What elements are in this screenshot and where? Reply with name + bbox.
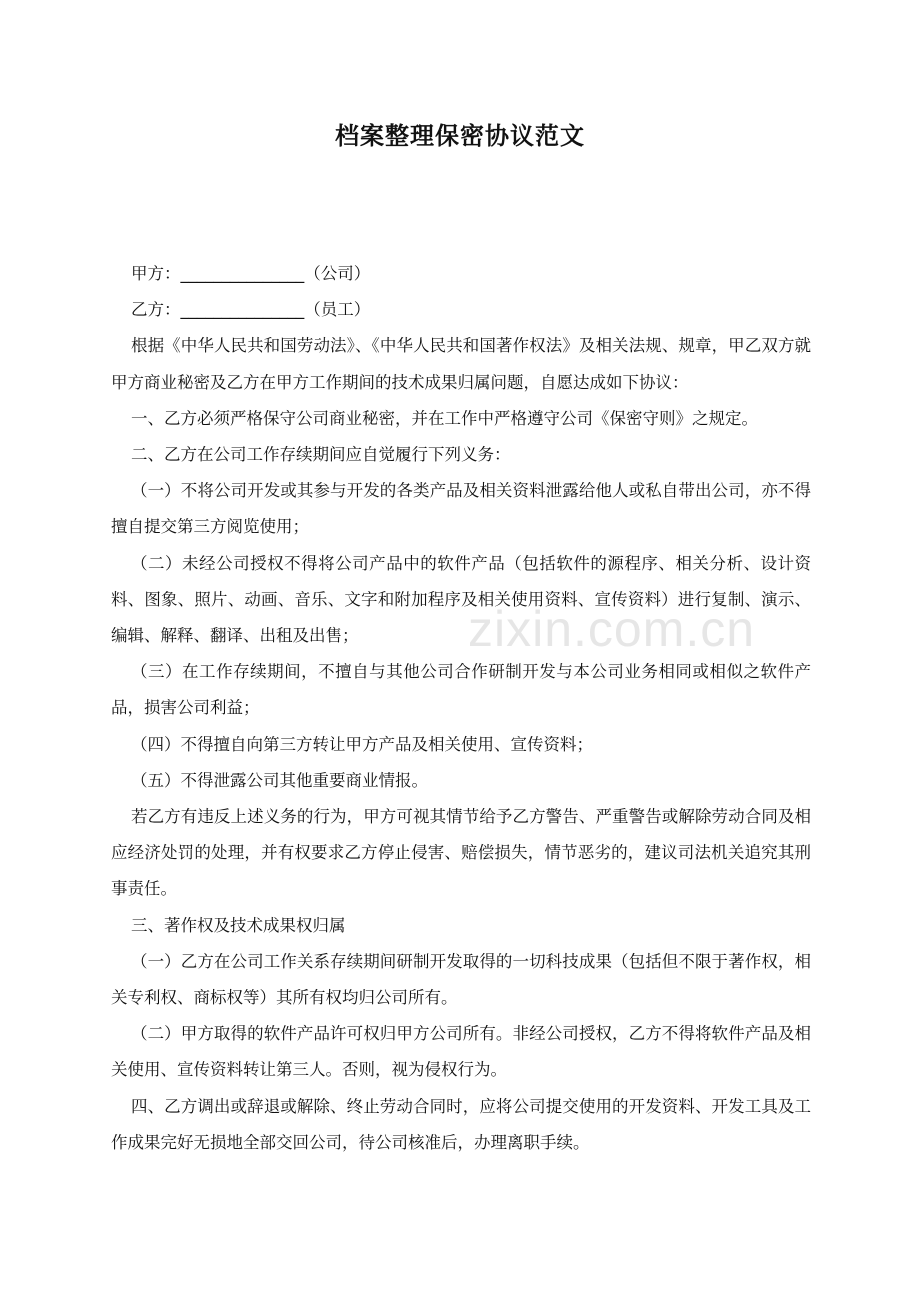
party-a-line: 甲方：_______________（公司）: [131, 264, 371, 283]
clause-3-item-2: （二）甲方取得的软件产品许可权归甲方公司所有。非经公司授权，乙方不得将软件产品及相关使用、宣传资料转让第三人。否则，视为侵权行为。: [111, 1024, 811, 1080]
clause-1: 一、乙方必须严格保守公司商业秘密，并在工作中严格遵守公司《保密守则》之规定。: [131, 408, 758, 428]
clause-3-heading: 三、著作权及技术成果权归属: [131, 915, 346, 935]
clause-2-item-1: （一）不将公司开发或其参与开发的各类产品及相关资料泄露给他人或私自带出公司，亦不得擅自提交第三方阅览使用；: [111, 481, 811, 537]
clause-2-item-4: （四）不得擅自向第三方转让甲方产品及相关使用、宣传资料；: [131, 734, 593, 754]
clause-4: 四、乙方调出或辞退或解除、终止劳动合同时，应将公司提交使用的开发资料、开发工具及工作成果完好无损地全部交回公司，待公司核准后，办理离职手续。: [111, 1096, 811, 1152]
preamble-paragraph: 根据《中华人民共和国劳动法》、《中华人民共和国著作权法》及相关法规、规章，甲乙双方就甲方商业秘密及乙方在甲方工作期间的技术成果归属问题，自愿达成如下协议：: [111, 336, 811, 392]
clause-2-heading: 二、乙方在公司工作存续期间应自觉履行下列义务：: [131, 445, 511, 465]
clause-2-item-5: （五）不得泄露公司其他重要商业情报。: [131, 770, 428, 790]
clause-3-item-1: （一）乙方在公司工作关系存续期间研制开发取得的一切科技成果（包括但不限于著作权，相关专利权、商标权等）其所有权均归公司所有。: [111, 951, 811, 1008]
breach-paragraph: 若乙方有违反上述义务的行为，甲方可视其情节给予乙方警告、严重警告或解除劳动合同及相应经济处罚的处理，并有权要求乙方停止侵害、赔偿损失，情节恶劣的，建议司法机关追究其刑事责任。: [111, 807, 811, 899]
clause-2-item-3: （三）在工作存续期间，不擅自与其他公司合作研制开发与本公司业务相同或相似之软件产品，损害公司利益；: [111, 662, 811, 718]
document-title: 档案整理保密协议范文: [335, 122, 585, 150]
watermark: zixin.com.cn: [468, 601, 756, 657]
clause-2-item-2: （二）未经公司授权不得将公司产品中的软件产品（包括软件的源程序、相关分析、设计资料、图象、照片、动画、音乐、文字和附加程序及相关使用资料、宣传资料）进行复制、演示、编辑、解释、翻译、出租及出售；: [111, 553, 811, 646]
party-b-line: 乙方：_______________（员工）: [131, 300, 371, 320]
document-body: [111, 256, 811, 1161]
